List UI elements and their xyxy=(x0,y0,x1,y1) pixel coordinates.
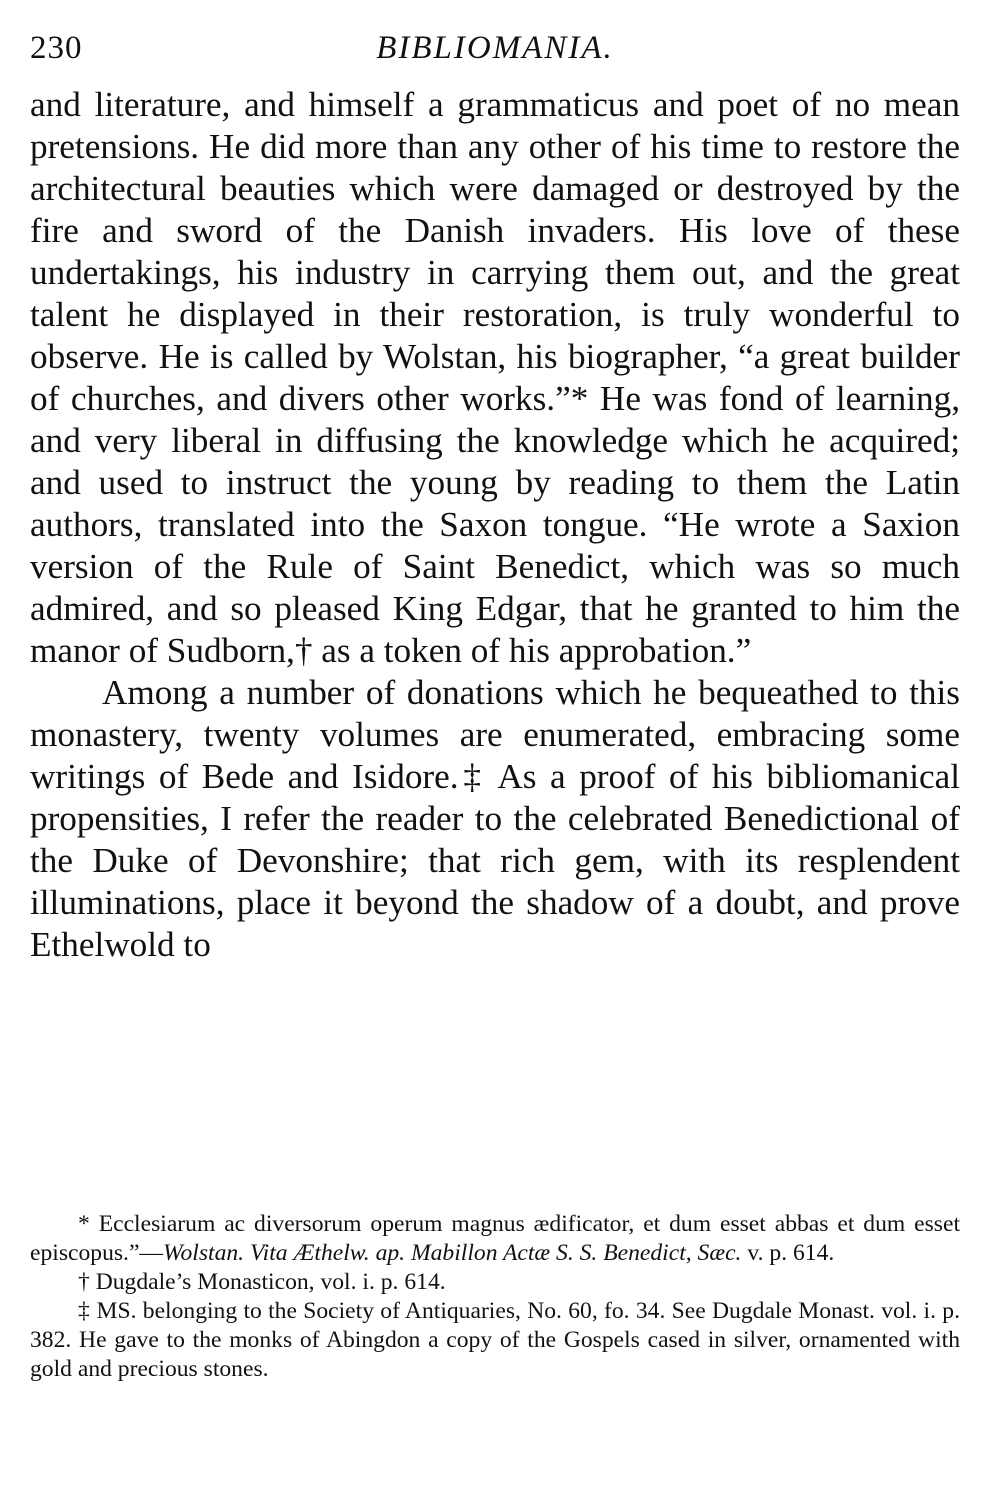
footnote-ref-double-dagger: ‡ xyxy=(458,757,486,796)
body-text xyxy=(30,84,960,966)
footnote-1-source: Wolstan. Vita Æthelw. ap. Mabillon Actæ S. S. Benedict, Sæc. xyxy=(163,1240,742,1266)
paragraph-continuation xyxy=(30,84,960,672)
running-title: BIBLIOMANIA. xyxy=(376,30,614,66)
paragraph-1-text-b: He was fond of learning, and very liberal in diffusing the knowledge which he acquired; and used to instruct the young by reading to them the Latin authors, translated into the Saxon tongue. “He wrote a Saxion version of the Rule of Saint Benedict, which was so much admired, and so pleased King Edgar, that he granted to him the manor of Sudborn, xyxy=(30,379,960,670)
paragraph-donations xyxy=(30,672,960,966)
footnote-1-text: Ecclesiarum ac diversorum operum magnus ædificator, et dum esset abbas et dum esset episcopus.”— xyxy=(30,1211,960,1266)
footnotes xyxy=(30,1210,960,1384)
paragraph-1-text-a: and literature, and himself a grammaticus and poet of no mean pretensions. He did more than any other of his time to restore the architectural beauties which were damaged or destroyed by the fire and sword of the Danish invaders. His love of these undertakings, his industry in carrying them out, and the great talent he displayed in their restoration, is truly wonderful to observe. He is called by Wolstan, his biographer, “a great builder of churches, and divers other works.” xyxy=(30,85,960,418)
footnote-1-source-tail: v. p. 614. xyxy=(741,1240,835,1266)
footnote-3-text: MS. belonging to the Society of Antiquaries, No. 60, fo. 34. See Dugdale Monast. vol. i. p. 382. He gave to the monks of Abingdon a copy of the Gospels cased in silver, ornamented with gold and precious stones. xyxy=(30,1298,960,1382)
paragraph-2-text-a: Among a number of donations which he bequeathed to this monastery, twenty volumes are enumerated, embracing some writings of Bede and Isidore. xyxy=(30,673,960,796)
page-header xyxy=(30,22,960,74)
footnote-double-dagger xyxy=(30,1297,960,1384)
page-number: 230 xyxy=(30,30,83,66)
footnote-dagger xyxy=(30,1268,960,1297)
footnote-2-mark: † xyxy=(78,1269,90,1295)
paragraph-1-text-c: as a token of his approbation.” xyxy=(312,631,752,670)
paragraph-2-text-b: As a proof of his bibliomanical propensities, I refer the reader to the celebrated Benedictional of the Duke of Devonshire; that rich gem, with its resplendent illuminations, place it beyond the shadow of a doubt, and prove Ethelwold to xyxy=(30,757,961,964)
footnote-ref-dagger: † xyxy=(294,631,313,670)
footnote-asterisk xyxy=(30,1210,960,1268)
footnote-1-mark: * xyxy=(78,1211,90,1237)
footnote-3-mark: ‡ xyxy=(78,1298,91,1324)
footnote-2-text: Dugdale’s Monasticon, vol. i. p. 614. xyxy=(89,1269,446,1295)
book-page xyxy=(30,22,961,1382)
footnote-ref-asterisk: * xyxy=(570,379,589,418)
